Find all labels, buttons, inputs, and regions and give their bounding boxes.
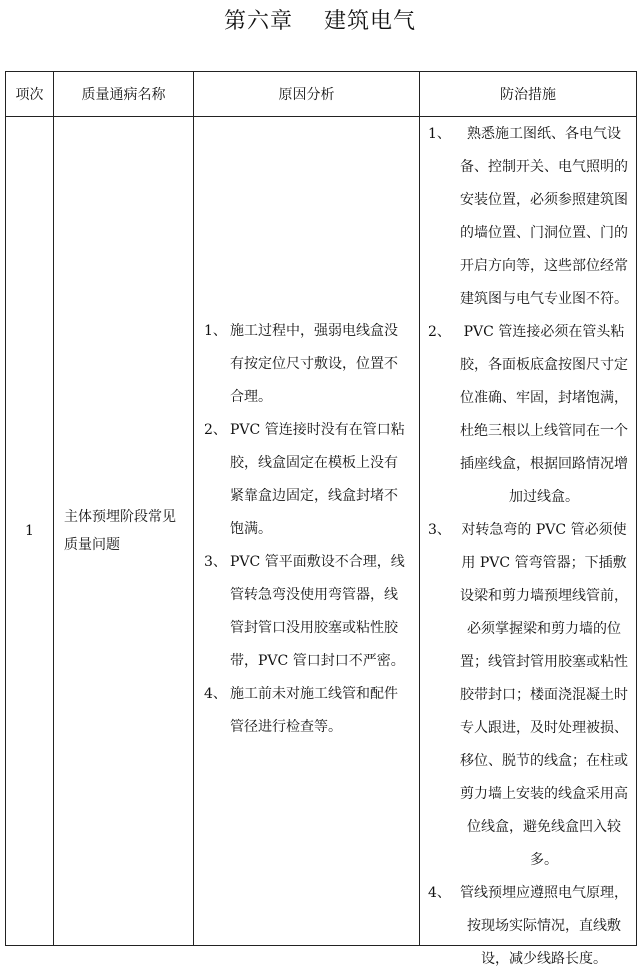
row-measures-cell <box>419 116 637 967</box>
cause-text: PVC 管连接时没有在管口粘胶，线盒固定在模板上没有紧靠盒边固定，线盒封堵不饱满。 <box>230 422 405 537</box>
header-index: 项次 <box>5 71 54 117</box>
measure-number: 4、 <box>428 885 451 901</box>
row-index: 1 <box>5 116 54 946</box>
cause-item <box>204 546 411 678</box>
cause-number: 2、 <box>204 422 227 438</box>
cause-text: 施工过程中，强弱电线盒没有按定位尺寸敷设，位置不合理。 <box>230 323 398 405</box>
header-prevention-measures: 防治措施 <box>419 71 637 117</box>
header-defect-name: 质量通病名称 <box>53 71 194 117</box>
row-defect-name: 主体预埋阶段常见质量问题 <box>64 509 176 553</box>
measure-list <box>428 118 632 976</box>
cause-item <box>204 315 411 414</box>
cause-number: 1、 <box>204 323 227 339</box>
row-defect-name-cell <box>53 116 194 946</box>
row-cause-cell <box>193 116 420 946</box>
page-title: 第六章 建筑电气 <box>224 9 416 34</box>
cause-list <box>204 315 411 744</box>
measure-number: 3、 <box>428 522 451 538</box>
measure-item <box>428 118 632 316</box>
measure-item <box>428 514 632 877</box>
measure-text: 对转急弯的 PVC 管必须使用 PVC 管弯管器；下插敷设梁和剪力墙预埋线管前，必须掌握梁和剪力墙的位置；线管封管用胶塞或粘性胶带封口；楼面浇混凝土时专人跟进，及时处理被损、移位、脱节的线盒；在柱或剪力墙上安装的线盒采用高位线盒，避免线盒凹入较多。 <box>460 522 628 868</box>
measure-text: 管线预埋应遵照电气原理，按现场实际情况，直线敷设，减少线路长度。 <box>460 885 628 967</box>
cause-text: PVC 管平面敷设不合理，线管转急弯没使用弯管器，线管封管口没用胶塞或粘性胶带，PVC 管口封口不严密。 <box>230 554 405 669</box>
measure-item <box>428 316 632 514</box>
measure-number: 2、 <box>428 324 451 340</box>
cause-item <box>204 414 411 546</box>
cause-number: 4、 <box>204 686 227 702</box>
header-cause-analysis: 原因分析 <box>193 71 420 117</box>
cause-item <box>204 678 411 744</box>
measure-item <box>428 877 632 976</box>
measure-number: 1、 <box>428 126 451 142</box>
measure-text: PVC 管连接必须在管头粘胶，各面板底盒按图尺寸定位准确、牢固，封堵饱满，杜绝三根以上线管同在一个插座线盒，根据回路情况增加过线盒。 <box>460 324 628 505</box>
cause-number: 3、 <box>204 554 227 570</box>
measure-text: 熟悉施工图纸、各电气设备、控制开关、电气照明的安装位置，必须参照建筑图的墙位置、门洞位置、门的开启方向等，这些部位经常建筑图与电气专业图不符。 <box>460 126 628 307</box>
cause-text: 施工前未对施工线管和配件管径进行检查等。 <box>230 686 398 735</box>
